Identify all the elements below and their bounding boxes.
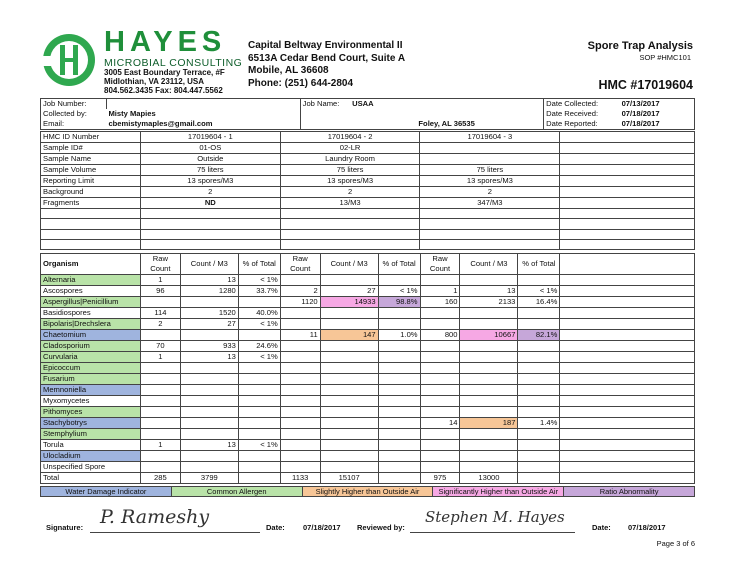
sample-2-raw-count xyxy=(280,352,320,363)
sample-1-percent-of-total xyxy=(238,297,280,308)
meta-row xyxy=(41,143,695,154)
sample-3-total-raw: 975 xyxy=(420,473,460,484)
sample-2-raw-count xyxy=(280,319,320,330)
sample-2-count-per-m3 xyxy=(320,352,378,363)
sample-1-count-per-m3 xyxy=(180,330,238,341)
sample-3-raw-count xyxy=(420,451,460,462)
legend-item: Common Allergen xyxy=(172,487,303,496)
sample-1-percent-of-total xyxy=(238,396,280,407)
sample-3-value: 2 xyxy=(420,187,560,198)
sample-1-raw-count xyxy=(140,462,180,473)
sample-1-raw-count: 96 xyxy=(140,286,180,297)
signature-date: 07/18/2017 xyxy=(303,523,341,532)
sample-1-percent-of-total xyxy=(238,462,280,473)
sample-3-percent-of-total: 1.4% xyxy=(518,418,560,429)
sample-2-percent-of-total xyxy=(378,374,420,385)
sample-2-percent-of-total xyxy=(378,352,420,363)
sample-2-value: 17019604 - 2 xyxy=(280,132,420,143)
meta-row xyxy=(41,198,695,209)
sample-2-count-per-m3 xyxy=(320,341,378,352)
organism-name: Ulocladium xyxy=(41,451,141,462)
sample-3-raw-count xyxy=(420,275,460,286)
sample-2-count-per-m3 xyxy=(320,363,378,374)
sample-2-value: 13 spores/M3 xyxy=(280,176,420,187)
sample-3-raw-count xyxy=(420,429,460,440)
organism-name: Torula xyxy=(41,440,141,451)
percent-total-header: % of Total xyxy=(238,254,280,275)
organism-row xyxy=(41,407,695,418)
job-name: USAA xyxy=(350,99,544,110)
sample-2-count-per-m3 xyxy=(320,462,378,473)
organism-header: Organism xyxy=(41,254,141,275)
email: cbemistymaples@gmail.com xyxy=(106,119,300,130)
sample-3-raw-count xyxy=(420,462,460,473)
sample-1-percent-of-total: < 1% xyxy=(238,275,280,286)
sample-3-value: 75 liters xyxy=(420,165,560,176)
sample-1-percent-of-total xyxy=(238,407,280,418)
meta-label: Background xyxy=(41,187,141,198)
sample-1-count-per-m3 xyxy=(180,451,238,462)
sample-1-raw-count: 114 xyxy=(140,308,180,319)
raw-count-header: Raw Count xyxy=(280,254,320,275)
organism-row xyxy=(41,341,695,352)
percent-total-header: % of Total xyxy=(378,254,420,275)
sample-1-raw-count: 1 xyxy=(140,352,180,363)
job-location: Foley, AL 36535 xyxy=(350,119,544,130)
sample-2-raw-count xyxy=(280,308,320,319)
sample-2-percent-of-total xyxy=(378,418,420,429)
sample-3-count-per-m3 xyxy=(460,440,518,451)
sample-2-count-per-m3: 14933 xyxy=(320,297,378,308)
job-name-label: Job Name: xyxy=(300,99,350,110)
sample-1-percent-of-total xyxy=(238,374,280,385)
sample-2-raw-count xyxy=(280,440,320,451)
count-per-m3-header: Count / M3 xyxy=(180,254,238,275)
organism-name: Cladosporium xyxy=(41,341,141,352)
sample-2-count-per-m3 xyxy=(320,429,378,440)
sample-3-count-per-m3: 10667 xyxy=(460,330,518,341)
collected-by: Misty Mapies xyxy=(106,109,300,119)
organism-name: Stemphylium xyxy=(41,429,141,440)
sample-3-percent-of-total: < 1% xyxy=(518,286,560,297)
page-number: Page 3 of 6 xyxy=(656,539,695,548)
organism-name: Memnoniella xyxy=(41,385,141,396)
organism-row xyxy=(41,352,695,363)
organism-row xyxy=(41,385,695,396)
sample-1-count-per-m3 xyxy=(180,418,238,429)
sample-1-percent-of-total: < 1% xyxy=(238,440,280,451)
sample-meta-table xyxy=(40,131,695,250)
sample-1-percent-of-total: < 1% xyxy=(238,319,280,330)
raw-count-header: Raw Count xyxy=(140,254,180,275)
hayes-logo-icon xyxy=(40,30,98,90)
sample-1-percent-of-total: 33.7% xyxy=(238,286,280,297)
review-date: 07/18/2017 xyxy=(628,523,666,532)
sample-3-value xyxy=(420,154,560,165)
organism-row xyxy=(41,440,695,451)
sample-3-raw-count xyxy=(420,374,460,385)
sample-2-raw-count xyxy=(280,462,320,473)
sample-2-raw-count xyxy=(280,341,320,352)
sample-3-count-per-m3 xyxy=(460,451,518,462)
sample-1-value: 17019604 - 1 xyxy=(140,132,280,143)
sample-1-percent-of-total xyxy=(238,451,280,462)
sample-1-raw-count: 1 xyxy=(140,275,180,286)
percent-total-header: % of Total xyxy=(518,254,560,275)
organism-row xyxy=(41,418,695,429)
sample-3-percent-of-total xyxy=(518,462,560,473)
sample-1-count-per-m3: 13 xyxy=(180,440,238,451)
organism-name: Basidiospores xyxy=(41,308,141,319)
count-per-m3-header: Count / M3 xyxy=(320,254,378,275)
organism-name: Epicoccum xyxy=(41,363,141,374)
sample-3-count-per-m3: 187 xyxy=(460,418,518,429)
analyst-signature: P. Rameshy xyxy=(100,506,210,528)
sample-1-percent-of-total xyxy=(238,330,280,341)
sample-1-raw-count xyxy=(140,451,180,462)
sample-3-percent-of-total xyxy=(518,341,560,352)
meta-label: Sample Volume xyxy=(41,165,141,176)
date-received-label: Date Received: xyxy=(544,109,620,119)
sample-2-raw-count xyxy=(280,429,320,440)
sample-1-raw-count xyxy=(140,429,180,440)
sample-3-value xyxy=(420,143,560,154)
sample-2-raw-count xyxy=(280,451,320,462)
sample-2-percent-of-total xyxy=(378,396,420,407)
color-legend xyxy=(40,486,695,497)
sample-1-count-per-m3: 27 xyxy=(180,319,238,330)
organism-name: Unspecified Spore xyxy=(41,462,141,473)
sample-1-count-per-m3 xyxy=(180,363,238,374)
sample-1-percent-of-total xyxy=(238,429,280,440)
column-header-row xyxy=(41,254,695,275)
sample-2-value: Laundry Room xyxy=(280,154,420,165)
organism-row xyxy=(41,451,695,462)
sample-3-count-per-m3 xyxy=(460,363,518,374)
sample-1-count-per-m3 xyxy=(180,297,238,308)
sample-2-raw-count: 1120 xyxy=(280,297,320,308)
sample-3-count-per-m3 xyxy=(460,462,518,473)
sample-2-count-per-m3 xyxy=(320,407,378,418)
sample-1-value: 13 spores/M3 xyxy=(140,176,280,187)
sample-1-value: ND xyxy=(140,198,280,209)
sample-3-raw-count xyxy=(420,352,460,363)
sample-1-raw-count xyxy=(140,385,180,396)
sample-3-percent-of-total xyxy=(518,319,560,330)
date-reported: 07/18/2017 xyxy=(620,119,695,130)
sample-3-count-per-m3 xyxy=(460,396,518,407)
sample-3-raw-count xyxy=(420,308,460,319)
sample-3-percent-of-total: 82.1% xyxy=(518,330,560,341)
sample-3-count-per-m3 xyxy=(460,374,518,385)
legend-item: Significantly Higher than Outside Air xyxy=(433,487,564,496)
sample-1-percent-of-total xyxy=(238,363,280,374)
sample-3-count-per-m3 xyxy=(460,385,518,396)
hmc-number: HMC #17019604 xyxy=(598,78,693,92)
sample-3-raw-count: 800 xyxy=(420,330,460,341)
spore-data-table xyxy=(40,253,695,484)
sample-1-count-per-m3: 13 xyxy=(180,352,238,363)
sample-2-raw-count xyxy=(280,374,320,385)
sample-2-percent-of-total: < 1% xyxy=(378,286,420,297)
organism-name: Stachybotrys xyxy=(41,418,141,429)
sample-3-value: 13 spores/M3 xyxy=(420,176,560,187)
date-label: Date: xyxy=(266,523,285,532)
sample-3-raw-count xyxy=(420,440,460,451)
job-number-label: Job Number: xyxy=(41,99,107,110)
sample-3-count-per-m3: 13 xyxy=(460,286,518,297)
reviewed-by-label: Reviewed by: xyxy=(357,523,405,532)
sample-3-raw-count xyxy=(420,319,460,330)
sample-1-raw-count xyxy=(140,407,180,418)
sample-1-count-per-m3: 13 xyxy=(180,275,238,286)
sample-2-percent-of-total xyxy=(378,275,420,286)
total-row xyxy=(41,473,695,484)
sample-2-raw-count xyxy=(280,407,320,418)
meta-row xyxy=(41,165,695,176)
sample-2-raw-count xyxy=(280,275,320,286)
sample-3-count-per-m3 xyxy=(460,319,518,330)
sample-1-raw-count xyxy=(140,330,180,341)
organism-row xyxy=(41,462,695,473)
sample-1-total-m3: 3799 xyxy=(180,473,238,484)
sample-2-percent-of-total xyxy=(378,363,420,374)
sample-3-count-per-m3 xyxy=(460,275,518,286)
sample-2-percent-of-total xyxy=(378,308,420,319)
company-address: 3005 East Boundary Terrace, #F Midlothian, VA 23112, USA 804.562.3435 Fax: 804.447.5562 xyxy=(104,68,225,95)
sample-3-count-per-m3 xyxy=(460,352,518,363)
organism-name: Bipolaris|Drechslera xyxy=(41,319,141,330)
sample-2-percent-of-total xyxy=(378,407,420,418)
sample-2-raw-count: 2 xyxy=(280,286,320,297)
sample-2-value: 13/M3 xyxy=(280,198,420,209)
sample-3-percent-of-total xyxy=(518,407,560,418)
sample-2-count-per-m3 xyxy=(320,308,378,319)
brand-subtitle: MICROBIAL CONSULTING xyxy=(104,57,243,69)
meta-row xyxy=(41,176,695,187)
sample-2-count-per-m3 xyxy=(320,451,378,462)
date-collected-label: Date Collected: xyxy=(544,99,620,110)
sample-1-raw-count: 70 xyxy=(140,341,180,352)
sample-3-percent-of-total xyxy=(518,451,560,462)
sop-number: SOP #HMC101 xyxy=(639,53,691,62)
sample-3-raw-count xyxy=(420,396,460,407)
organism-name: Pithomyces xyxy=(41,407,141,418)
sample-1-value: 75 liters xyxy=(140,165,280,176)
sample-3-raw-count xyxy=(420,385,460,396)
brand-name: HAYES xyxy=(104,26,227,58)
meta-row xyxy=(41,154,695,165)
sample-2-count-per-m3: 27 xyxy=(320,286,378,297)
organism-name: Aspergillus|Penicillium xyxy=(41,297,141,308)
sample-2-percent-of-total: 1.0% xyxy=(378,330,420,341)
sample-1-count-per-m3 xyxy=(180,396,238,407)
date-collected: 07/13/2017 xyxy=(620,99,695,110)
sample-1-count-per-m3 xyxy=(180,429,238,440)
organism-row xyxy=(41,319,695,330)
sample-2-count-per-m3 xyxy=(320,418,378,429)
signature-label: Signature: xyxy=(46,523,84,532)
client-lab-block: Capital Beltway Environmental II 6513A Cedar Bend Court, Suite A Mobile, AL 36608 Phone: (251) 644-2804 xyxy=(248,40,406,89)
sample-2-total-m3: 15107 xyxy=(320,473,378,484)
sample-3-value: 347/M3 xyxy=(420,198,560,209)
sample-3-count-per-m3: 2133 xyxy=(460,297,518,308)
sample-3-count-per-m3 xyxy=(460,429,518,440)
sample-1-percent-of-total: 24.6% xyxy=(238,341,280,352)
sample-1-raw-count: 1 xyxy=(140,440,180,451)
sample-1-value: 2 xyxy=(140,187,280,198)
date-reported-label: Date Reported: xyxy=(544,119,620,130)
sample-3-raw-count xyxy=(420,407,460,418)
organism-row xyxy=(41,429,695,440)
sample-3-count-per-m3 xyxy=(460,341,518,352)
sample-1-count-per-m3 xyxy=(180,374,238,385)
sample-1-value: 01-OS xyxy=(140,143,280,154)
sample-1-count-per-m3 xyxy=(180,462,238,473)
sample-1-raw-count xyxy=(140,396,180,407)
sample-3-raw-count: 14 xyxy=(420,418,460,429)
sample-2-raw-count xyxy=(280,385,320,396)
sample-2-value: 02-LR xyxy=(280,143,420,154)
sample-3-raw-count xyxy=(420,363,460,374)
sample-2-percent-of-total xyxy=(378,451,420,462)
sample-3-raw-count xyxy=(420,341,460,352)
sample-2-count-per-m3 xyxy=(320,374,378,385)
count-per-m3-header: Count / M3 xyxy=(460,254,518,275)
organism-name: Myxomycetes xyxy=(41,396,141,407)
sample-2-percent-of-total: 98.8% xyxy=(378,297,420,308)
organism-name: Chaetomium xyxy=(41,330,141,341)
meta-label: HMC ID Number xyxy=(41,132,141,143)
sample-3-percent-of-total xyxy=(518,440,560,451)
meta-label: Fragments xyxy=(41,198,141,209)
organism-name: Alternaria xyxy=(41,275,141,286)
sample-1-raw-count xyxy=(140,363,180,374)
sample-3-percent-of-total xyxy=(518,385,560,396)
sample-1-total-raw: 285 xyxy=(140,473,180,484)
sample-3-percent-of-total: 16.4% xyxy=(518,297,560,308)
sample-3-percent-of-total xyxy=(518,308,560,319)
meta-label: Sample ID# xyxy=(41,143,141,154)
organism-row xyxy=(41,308,695,319)
sample-2-percent-of-total xyxy=(378,462,420,473)
sample-2-count-per-m3: 147 xyxy=(320,330,378,341)
sample-2-total-raw: 1133 xyxy=(280,473,320,484)
organism-row xyxy=(41,275,695,286)
sample-1-percent-of-total xyxy=(238,418,280,429)
sample-1-count-per-m3 xyxy=(180,385,238,396)
sample-3-percent-of-total xyxy=(518,374,560,385)
organism-row xyxy=(41,286,695,297)
organism-name: Fusarium xyxy=(41,374,141,385)
sample-2-value: 2 xyxy=(280,187,420,198)
sample-1-raw-count xyxy=(140,374,180,385)
date-received: 07/18/2017 xyxy=(620,109,695,119)
sample-2-value: 75 liters xyxy=(280,165,420,176)
sample-2-percent-of-total xyxy=(378,319,420,330)
sample-2-count-per-m3 xyxy=(320,319,378,330)
raw-count-header: Raw Count xyxy=(420,254,460,275)
meta-row xyxy=(41,187,695,198)
collected-by-label: Collected by: xyxy=(41,109,107,119)
sample-3-value: 17019604 - 3 xyxy=(420,132,560,143)
organism-name: Curvularia xyxy=(41,352,141,363)
sample-1-raw-count: 2 xyxy=(140,319,180,330)
sample-1-count-per-m3: 933 xyxy=(180,341,238,352)
legend-item: Water Damage Indicator xyxy=(41,487,172,496)
sample-3-percent-of-total xyxy=(518,396,560,407)
sample-2-count-per-m3 xyxy=(320,440,378,451)
sample-1-percent-of-total: < 1% xyxy=(238,352,280,363)
sample-2-raw-count: 11 xyxy=(280,330,320,341)
sample-1-raw-count xyxy=(140,418,180,429)
legend-item: Slightly Higher than Outside Air xyxy=(303,487,434,496)
sample-3-percent-of-total xyxy=(518,429,560,440)
sample-1-raw-count xyxy=(140,297,180,308)
sample-1-count-per-m3 xyxy=(180,407,238,418)
sample-3-percent-of-total xyxy=(518,275,560,286)
sample-2-raw-count xyxy=(280,363,320,374)
sample-3-percent-of-total xyxy=(518,352,560,363)
legend-item: Ratio Abnormality xyxy=(564,487,694,496)
sample-3-count-per-m3 xyxy=(460,308,518,319)
sample-2-raw-count xyxy=(280,418,320,429)
meta-label: Reporting Limit xyxy=(41,176,141,187)
date-label-2: Date: xyxy=(592,523,611,532)
organism-row xyxy=(41,363,695,374)
sample-2-raw-count xyxy=(280,396,320,407)
meta-label: Sample Name xyxy=(41,154,141,165)
sample-2-percent-of-total xyxy=(378,341,420,352)
sample-2-count-per-m3 xyxy=(320,275,378,286)
sample-2-percent-of-total xyxy=(378,429,420,440)
organism-name: Ascospores xyxy=(41,286,141,297)
sample-3-count-per-m3 xyxy=(460,407,518,418)
total-label: Total xyxy=(41,473,141,484)
report-title: Spore Trap Analysis xyxy=(587,40,693,52)
organism-row xyxy=(41,374,695,385)
organism-row xyxy=(41,330,695,341)
job-info-table xyxy=(40,98,695,130)
sample-3-raw-count: 160 xyxy=(420,297,460,308)
sample-1-count-per-m3: 1520 xyxy=(180,308,238,319)
sample-2-percent-of-total xyxy=(378,440,420,451)
organism-row xyxy=(41,297,695,308)
organism-row xyxy=(41,396,695,407)
sample-1-percent-of-total xyxy=(238,385,280,396)
sample-2-count-per-m3 xyxy=(320,385,378,396)
meta-row xyxy=(41,132,695,143)
reviewer-signature: Stephen M. Hayes xyxy=(425,508,565,526)
sample-3-total-m3: 13000 xyxy=(460,473,518,484)
sample-2-percent-of-total xyxy=(378,385,420,396)
email-label: Email: xyxy=(41,119,107,130)
sample-3-percent-of-total xyxy=(518,363,560,374)
sample-2-count-per-m3 xyxy=(320,396,378,407)
sample-1-value: Outside xyxy=(140,154,280,165)
sample-3-raw-count: 1 xyxy=(420,286,460,297)
sample-1-count-per-m3: 1280 xyxy=(180,286,238,297)
sample-1-percent-of-total: 40.0% xyxy=(238,308,280,319)
